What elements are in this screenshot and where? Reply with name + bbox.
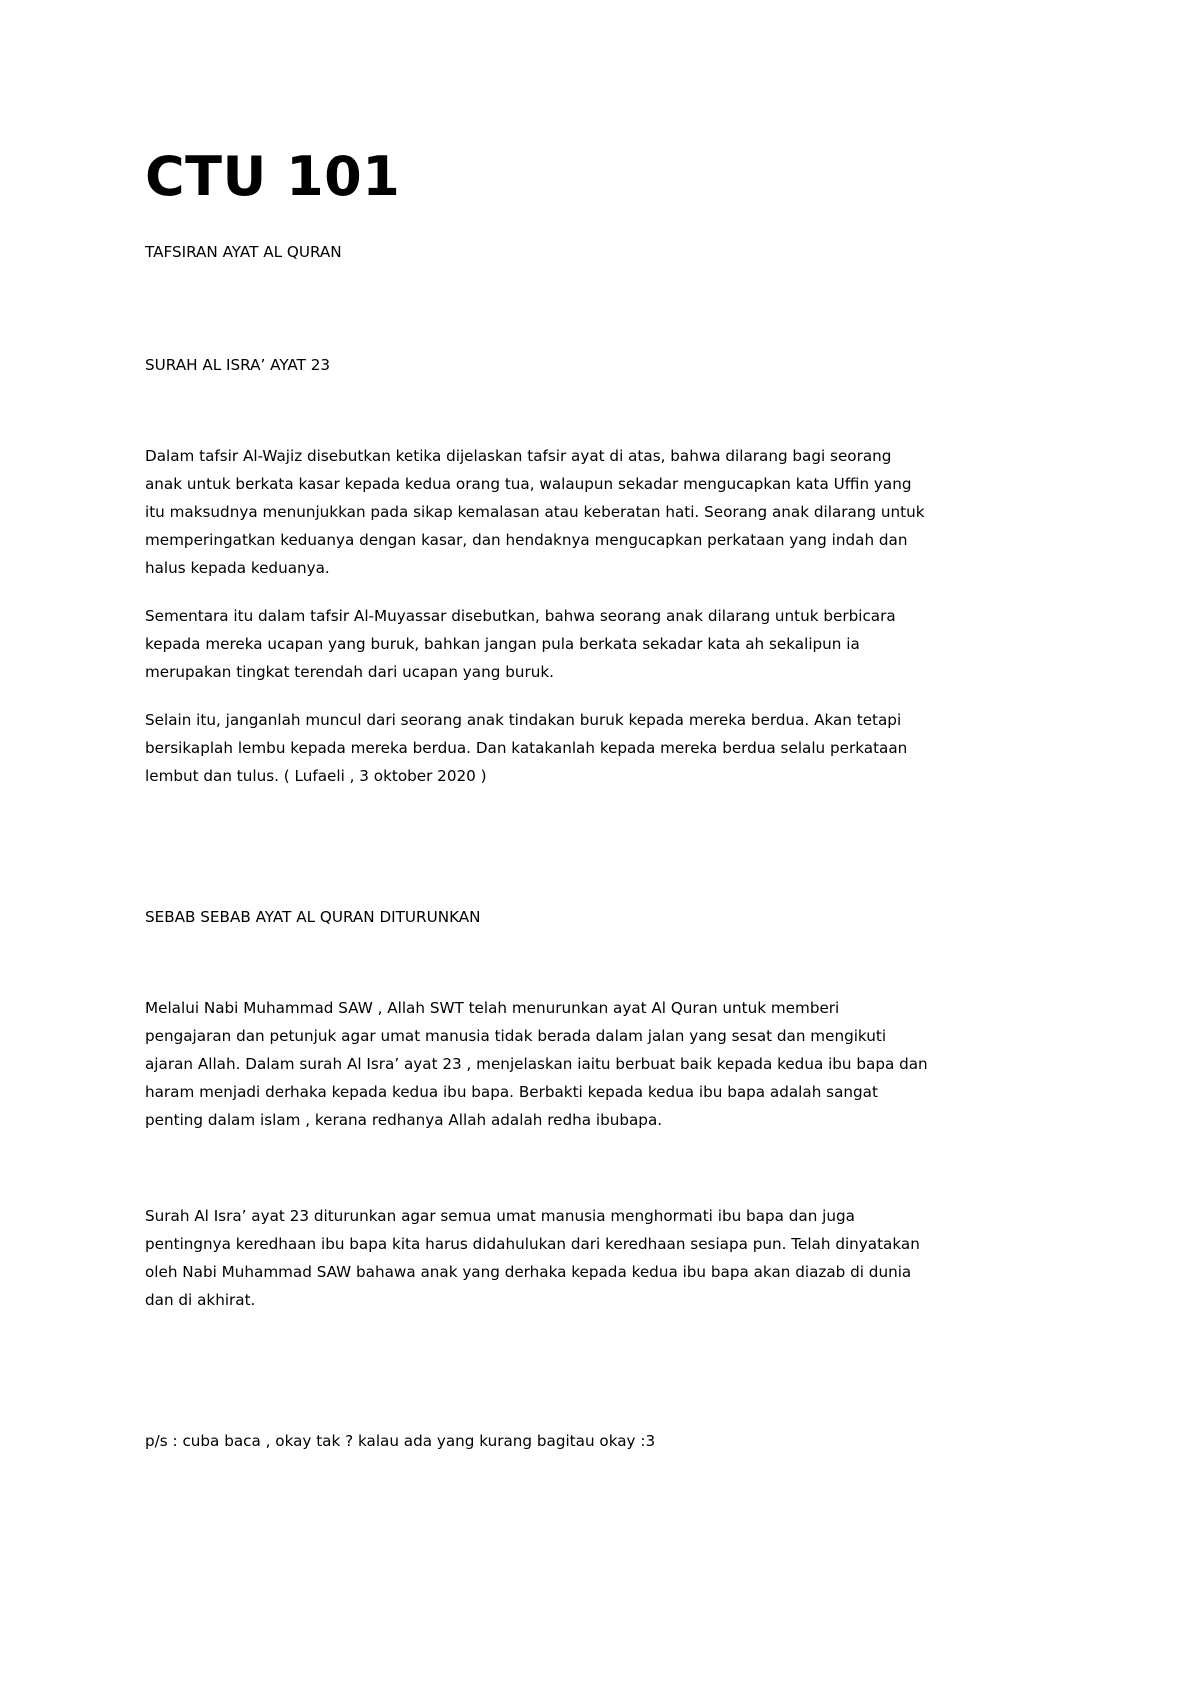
section-heading-sebab: SEBAB SEBAB AYAT AL QURAN DITURUNKAN <box>145 908 481 926</box>
paragraph-3-line: bersikaplah lembu kepada mereka berdua. Dan katakanlah kepada mereka berdua selalu perkataan <box>145 739 908 757</box>
paragraph-4-line: Melalui Nabi Muhammad SAW , Allah SWT telah menurunkan ayat Al Quran untuk memberi <box>145 999 840 1017</box>
paragraph-1-line: Dalam tafsir Al-Wajiz disebutkan ketika dijelaskan tafsir ayat di atas, bahwa dilarang bagi seorang <box>145 447 892 465</box>
paragraph-2-line: merupakan tingkat terendah dari ucapan yang buruk. <box>145 663 554 681</box>
paragraph-1-line: memperingatkan keduanya dengan kasar, dan hendaknya mengucapkan perkataan yang indah dan <box>145 531 908 549</box>
paragraph-5-line: pentingnya keredhaan ibu bapa kita harus didahulukan dari keredhaan sesiapa pun. Telah dinyatakan <box>145 1235 920 1253</box>
paragraph-5-line: oleh Nabi Muhammad SAW bahawa anak yang derhaka kepada kedua ibu bapa akan diazab di dunia <box>145 1263 912 1281</box>
paragraph-1-line: itu maksudnya menunjukkan pada sikap kemalasan atau keberatan hati. Seorang anak dilarang untuk <box>145 503 925 521</box>
section-heading-surah: SURAH AL ISRA’ AYAT 23 <box>145 356 331 374</box>
paragraph-2-line: kepada mereka ucapan yang buruk, bahkan jangan pula berkata sekadar kata ah sekalipun ia <box>145 635 860 653</box>
paragraph-4-line: ajaran Allah. Dalam surah Al Isra’ ayat 23 , menjelaskan iaitu berbuat baik kepada kedua ibu bapa dan <box>145 1055 928 1073</box>
paragraph-5-line: Surah Al Isra’ ayat 23 diturunkan agar semua umat manusia menghormati ibu bapa dan juga <box>145 1207 855 1225</box>
paragraph-3-line: lembut dan tulus. ( Lufaeli , 3 oktober 2020 ) <box>145 767 487 785</box>
paragraph-5-line: dan di akhirat. <box>145 1291 256 1309</box>
document-title: CTU 101 <box>145 145 401 208</box>
paragraph-1-line: anak untuk berkata kasar kepada kedua orang tua, walaupun sekadar mengucapkan kata Uffin yang <box>145 475 912 493</box>
paragraph-4-line: pengajaran dan petunjuk agar umat manusia tidak berada dalam jalan yang sesat dan mengikuti <box>145 1027 887 1045</box>
paragraph-4-line: haram menjadi derhaka kepada kedua ibu bapa. Berbakti kepada kedua ibu bapa adalah sangat <box>145 1083 878 1101</box>
paragraph-1-line: halus kepada keduanya. <box>145 559 330 577</box>
paragraph-4-line: penting dalam islam , kerana redhanya Allah adalah redha ibubapa. <box>145 1111 663 1129</box>
document-subtitle: TAFSIRAN AYAT AL QURAN <box>145 243 342 261</box>
paragraph-3-line: Selain itu, janganlah muncul dari seorang anak tindakan buruk kepada mereka berdua. Akan tetapi <box>145 711 902 729</box>
paragraph-2-line: Sementara itu dalam tafsir Al-Muyassar disebutkan, bahwa seorang anak dilarang untuk berbicara <box>145 607 896 625</box>
postscript-note: p/s : cuba baca , okay tak ? kalau ada yang kurang bagitau okay :3 <box>145 1432 656 1450</box>
